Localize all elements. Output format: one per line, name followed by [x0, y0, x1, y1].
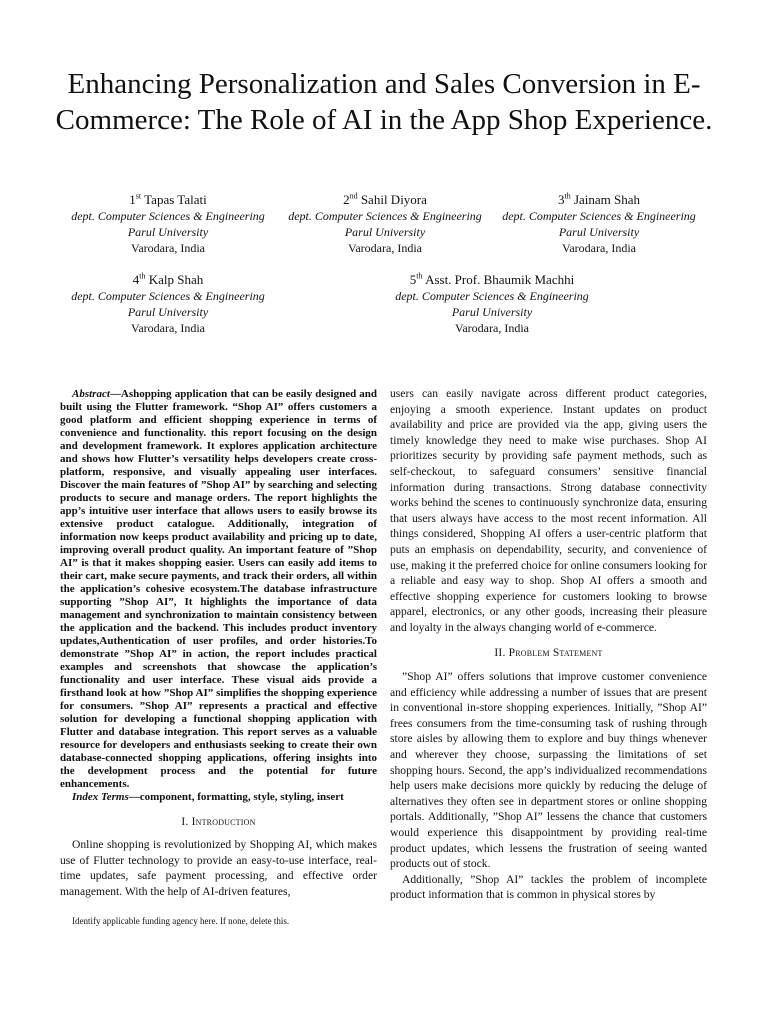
- author-block-1: [63, 192, 273, 256]
- author-block-2: [280, 192, 490, 256]
- abstract-label: Abstract: [72, 388, 110, 400]
- author-city: Varodara, India: [348, 241, 422, 255]
- abstract-text: —Ashopping application that can be easily designed and built using the Flutter framework. “Shop AI” offers customers a good platform and efficient shopping experience in terms of convenience and functionality. this report focusing on the design and development framework. It explores application architecture and shows how Flutter’s versatility helps developers create cross-platform, responsive, and visually appealing user interfaces. Discover the main features of ”Shop AI” by searching and selecting products to secure and manage orders. The report highlights the app’s intuitive user interface that allows users to easily browse its extensive product catalogue. Additionally, integration of information now keeps product availability and pricing up to date, improving overall product quality. An important feature of ”Shop AI” is that it makes shopping easier. Users can easily add items to their cart, make secure payments, and track their orders, all within the application’s cohesive ecosystem.The database infrastructure supporting ”Shop AI”, It highlights the importance of data management and synchronization to maintain consistency between the application and the backend. This includes product inventory updates,Authentication of user profiles, and order histories.To demonstrate ”Shop AI” in action, the report includes practical examples and screenshots that showcase the application’s functionality and user interface. These visual aids provide a firsthand look at how ”Shop AI” simplifies the shopping experience for consumers. ”Shop AI” represents a practical and effective solution for developing a functional shopping application with Flutter and database integration. This report serves as a valuable resource for developers and enthusiasts seeking to create their own database-connected shopping applications, offering insights into the development process and the potential for future enhancements.: [60, 388, 377, 790]
- author-block-4: [63, 272, 273, 336]
- index-terms-label: Index Terms: [72, 791, 129, 803]
- author-dept: dept. Computer Sciences & Engineering: [395, 289, 589, 303]
- introduction-paragraph: Online shopping is revolutionized by Shopping AI, which makes use of Flutter technology to provide an easy-to-use interface, real-time updates, safe payment processing, and effective order management. With the help of AI-driven features,: [60, 838, 377, 898]
- author-dept: dept. Computer Sciences & Engineering: [502, 209, 696, 223]
- problem-statement-paragraph-2: Additionally, ”Shop AI” tackles the problem of incomplete product information that is common in physical stores by: [390, 872, 707, 902]
- author-name: 2nd Sahil Diyora: [343, 191, 427, 207]
- author-block-3: [494, 192, 704, 256]
- problem-statement-paragraph-1: ”Shop AI” offers solutions that improve customer convenience and efficiency while addressing a number of issues that are present in conventional in-store shopping experiences. Initially, ”Shop AI” frees consumers from the time-consuming task of rushing through store aisles by allowing them to explore and buy things whenever and wherever they choose, surpassing the limitations of set shopping hours. Second, the app’s individualized recommendations help users make decisions more quickly by reducing the deluge of alternatives they often see in department stores or online shopping portals. Additionally, ”Shop AI” lessens the chance that customers would experience this disappointment by providing real-time product updates, which lessens the frustration of seeing wanted products out of stock.: [390, 670, 707, 871]
- author-name: 1st Tapas Talati: [129, 191, 207, 207]
- funding-footnote: Identify applicable funding agency here. If none, delete this.: [72, 916, 290, 926]
- introduction-paragraph-continued: users can easily navigate across different product categories, enjoying a smooth experience. Instant updates on product availability and price are provided via the app, giving users the timely knowledge they need to make wise purchases. Shop AI prioritizes security by providing safe payment methods, such as self-checkout, to safeguard consumers’ sensitive financial information during transactions. Strong database connectivity works behind the scenes to continuously synchronize data, ensuring that users always have access to the most recent information. All things considered, Shopping AI offers a user-centric platform that puts an emphasis on dependability, security, and convenience of use, making it the preferred choice for online consumers looking for a reliable and easy way to shop. Shop AI offers a smooth and effective shopping experience for customers looking to browse apparel, electronics, or any other goods, increasing their pleasure and loyalty in the always changing world of e-commerce.: [390, 387, 707, 634]
- author-university: Parul University: [127, 305, 209, 319]
- author-block-5: [382, 272, 602, 336]
- author-dept: dept. Computer Sciences & Engineering: [71, 209, 265, 223]
- paper-title: Enhancing Personalization and Sales Conversion in E-Commerce: The Role of AI in the App Shop Experience.: [55, 68, 713, 136]
- right-column: [390, 386, 707, 903]
- author-name: 3th Jainam Shah: [557, 191, 641, 207]
- author-dept: dept. Computer Sciences & Engineering: [288, 209, 482, 223]
- author-dept: dept. Computer Sciences & Engineering: [71, 289, 265, 303]
- index-terms: [60, 791, 377, 804]
- author-university: Parul University: [451, 305, 533, 319]
- author-university: Parul University: [558, 225, 640, 239]
- left-column: [60, 388, 377, 899]
- author-name: 4th Kalp Shah: [132, 271, 204, 287]
- author-city: Varodara, India: [131, 321, 205, 335]
- author-name: 5th Asst. Prof. Bhaumik Machhi: [409, 271, 575, 287]
- section-heading-introduction: I. Introduction: [181, 816, 256, 828]
- author-university: Parul University: [127, 225, 209, 239]
- index-terms-text: —component, formatting, style, styling, insert: [128, 791, 344, 803]
- author-city: Varodara, India: [562, 241, 636, 255]
- abstract: [60, 388, 377, 791]
- author-city: Varodara, India: [131, 241, 205, 255]
- section-heading-problem-statement: II. Problem Statement: [494, 646, 603, 659]
- author-university: Parul University: [344, 225, 426, 239]
- author-city: Varodara, India: [455, 321, 529, 335]
